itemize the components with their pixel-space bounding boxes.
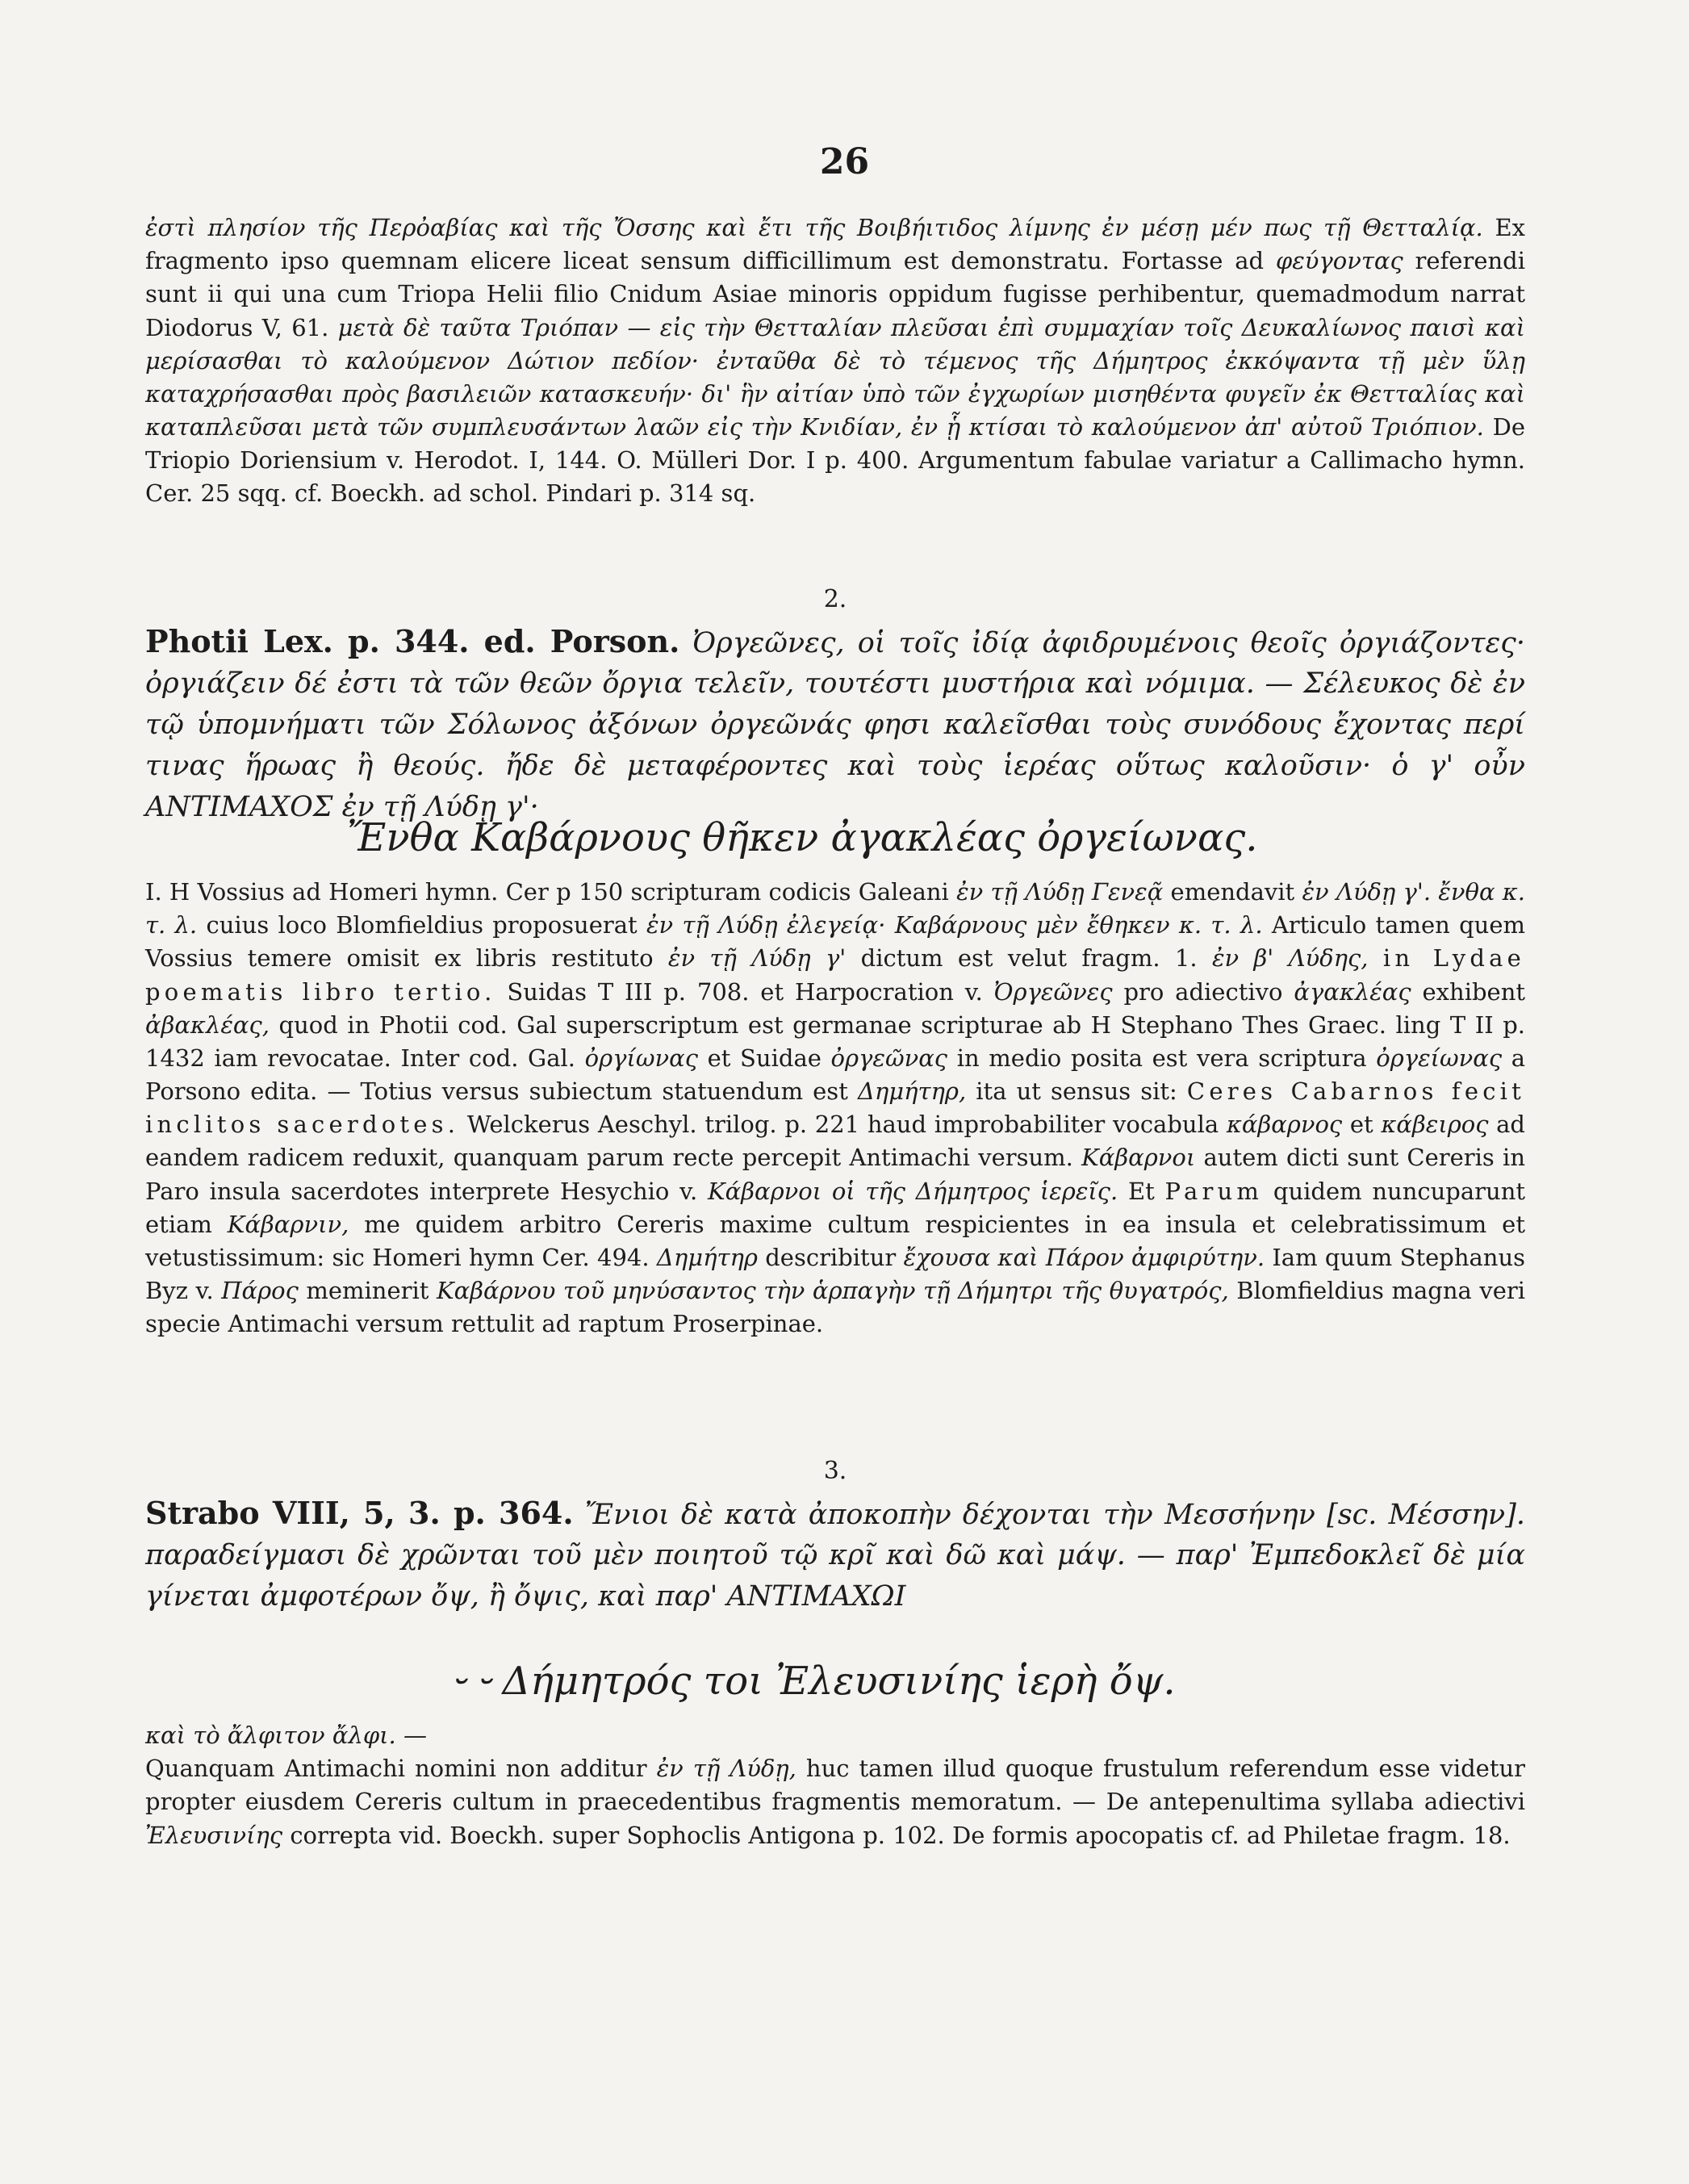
latin-text: exhibent xyxy=(1422,977,1526,1006)
greek-word: ἐν τῇ Λύδῃ, xyxy=(656,1755,796,1783)
greek-word: Δημήτηρ, xyxy=(857,1077,967,1106)
latin-text: meminerit xyxy=(306,1277,429,1305)
latin-text: autem dicti sunt Cereris in Paro insula sacerdotes interprete Hesychio v. xyxy=(145,1144,1526,1205)
latin-text: describitur xyxy=(765,1243,897,1271)
greek-word: ἐν Λύδῃ γ'. ἔνθα κ. τ. λ. xyxy=(145,878,1526,939)
greek-word: κάβαρνος xyxy=(1226,1111,1343,1139)
latin-text: ita ut sensus sit: xyxy=(976,1077,1177,1106)
greek-lemma: Ἔνιοι δὲ κατὰ ἀποκοπὴν δέχονται τὴν Μεσσήνην xyxy=(584,1498,1315,1531)
latin-text: Blomfieldius magna veri specie Antimachi versum rettulit ad raptum Proserpinae. xyxy=(145,1277,1526,1338)
latin-text: Suidas T III p. 708. et Harpocration v. xyxy=(507,977,983,1006)
latin-text: dictum est velut fragm. 1. xyxy=(860,944,1198,973)
latin-text: et xyxy=(1349,1111,1373,1139)
greek-word: Ἐλευσινίης xyxy=(145,1821,283,1849)
latin-text: emendavit xyxy=(1170,878,1295,906)
section-heading: Photii Lex. p. 344. ed. Porson. xyxy=(145,622,680,659)
section-heading: Strabo VIII, 5, 3. p. 364. xyxy=(145,1494,574,1531)
latin-text: pro adiectivo xyxy=(1123,977,1283,1006)
latin-text: quod in Photii cod. Gal superscriptum est germanae scripturae ab H Stephano Thes Graec. ling T II p. 1432 iam revocatae. Inter cod. Gal. xyxy=(145,1010,1525,1072)
greek-lemma: παραδείγμασι δὲ χρῶνται τοῦ μὲν ποιητοῦ τῷ κρῖ καὶ δῶ καὶ μάψ. — παρ' Ἐμπεδοκλεῖ δὲ μία γίνεται ἀμφοτέρων ὄψ, ἢ ὄψις, καὶ παρ' ΑΝΤΙΜΑΧΩΙ xyxy=(145,1539,1525,1613)
section-number: 2. xyxy=(823,585,847,613)
section-3 xyxy=(145,1453,1525,1617)
greek-word: Δημήτηρ xyxy=(656,1243,758,1271)
latin-text: Quanquam Antimachi nomini non additur xyxy=(145,1755,647,1783)
greek-word: φεύγοντας xyxy=(1275,247,1403,275)
greek-word: Ὀργεῶνες xyxy=(993,977,1113,1006)
latin-text: Welckerus Aeschyl. trilog. p. 221 haud improbabiliter vocabula xyxy=(466,1111,1219,1139)
latin-text: quidem nuncuparunt etiam xyxy=(145,1177,1526,1238)
greek-quote: ἐστὶ πλησίον τῆς Περὀαβίας καὶ τῆς Ὄσσης καὶ ἔτι τῆς Βοιβήιτιδος λίμνης ἐν μέσῃ μέν πως τῇ Θετταλίᾳ. xyxy=(145,214,1483,241)
page-number: 26 xyxy=(819,141,870,182)
fragment-verse: ⏑ ⏑ Δήμητρός τοι Ἐλευσινίης ἱερὴ ὄψ. xyxy=(452,1659,1176,1704)
spaced-text: in Lydae poematis libro tertio. xyxy=(145,944,1526,1006)
section-2 xyxy=(145,581,1525,827)
section-3-commentary xyxy=(145,1719,1525,1852)
greek-word: ἐν τῇ Λύδῃ Γενεᾷ xyxy=(956,878,1164,906)
latin-text: cuius loco Blomfieldius proposuerat xyxy=(206,911,638,939)
section-lead xyxy=(145,1491,1525,1617)
greek-quote: μετὰ δὲ ταῦτα Τριόπαν — εἰς τὴν Θετταλίαν πλεῦσαι ἐπὶ συμμαχίαν τοῖς Δευκαλίωνος παισὶ καὶ μερίσασθαι τὸ καλούμενον Δώτιον πεδίον· ἐνταῦθα δὲ τὸ τέμενος τῆς Δήμητρος ἐκκόψαντα τῇ μὲν ὕλῃ καταχρήσασθαι πρὸς βασιλειῶν κατασκευήν· δι' ἣν αἰτίαν ὑπὸ τῶν ἐγχωρίων μισηθέντα φυγεῖν ἐκ Θετταλίας καὶ καταπλεῦσαι μετὰ τῶν συμπλευσάντων λαῶν εἰς τὴν Κνιδίαν, ἐν ᾗ κτίσαι τὸ καλούμενον ἀπ' αὐτοῦ Τριόπιον. xyxy=(145,313,1525,441)
latin-text: Articulo tamen quem Vossius temere omisit ex libris restituto xyxy=(145,911,1525,973)
greek-word: ἐν τῇ Λύδῃ γ' xyxy=(667,944,847,973)
latin-text: correpta vid. Boeckh. super Sophoclis Antigona p. 102. De formis apocopatis cf. ad Philetae fragm. 18. xyxy=(290,1821,1511,1849)
latin-text: ad eandem radicem reduxit, quanquam parum recte percepit Antimachi versum. xyxy=(145,1111,1525,1172)
greek-word: ἐν β' Λύδης, xyxy=(1211,944,1369,973)
section-number: 3. xyxy=(823,1457,847,1485)
bracket-note: [sc. Μέσσην]. xyxy=(1327,1498,1525,1531)
greek-word: ὀργίωνας xyxy=(584,1044,698,1072)
latin-text: me quidem arbitro Cereris maxime cultum respicientes in ea insula et celebratissimum et vetustissimum: sic Homeri hymn Cer. 494. xyxy=(145,1210,1526,1271)
greek-word: Κάβαρνοι xyxy=(1081,1144,1196,1172)
spaced-text: Ceres Cabarnos fecit inclitos sacerdotes. xyxy=(145,1077,1526,1139)
section-2-commentary xyxy=(145,876,1525,1341)
latin-text: referendi sunt ii qui una cum Triopa Helii filio Cnidum Asiae minoris oppidum fugisse perhibentur, quemadmodum narrat Diodorus V, 61. xyxy=(145,247,1526,341)
latin-text: in medio posita est vera scriptura xyxy=(956,1044,1367,1072)
fragment-1-commentary xyxy=(145,211,1525,511)
latin-text: a Porsono edita. — Totius versus subiectum statuendum est xyxy=(145,1044,1526,1106)
spaced-text: Parum xyxy=(1164,1177,1264,1205)
latin-text: Iam quum Stephanus Byz v. xyxy=(145,1243,1526,1305)
greek-word: Καβάρνου τοῦ μηνύσαντος τὴν ἁρπαγὴν τῇ Δήμητρι τῆς θυγατρός, xyxy=(436,1277,1229,1305)
fragment-verse: Ἔνθα Καβάρνους θῆκεν ἀγακλέας ὀργείωνας. xyxy=(347,815,1258,860)
latin-text: De Triopio Doriensium v. Herodot. I, 144. O. Mülleri Dor. I p. 400. Argumentum fabulae variatur a Callimacho hymn. Cer. 25 sqq. cf. Boeckh. ad schol. Pindari p. 314 sq. xyxy=(145,413,1525,508)
latin-text: et Suidae xyxy=(707,1044,822,1072)
greek-word: Πάρος xyxy=(221,1277,299,1305)
greek-word: κάβειρος xyxy=(1381,1111,1489,1139)
latin-text: huc tamen illud quoque frustulum referendum esse videtur propter eiusdem Cereris cultum in praecedentibus fragmentis memoratum. — De antepenultima syllaba adiectivi xyxy=(145,1755,1526,1816)
latin-text: I. H Vossius ad Homeri hymn. Cer p 150 scripturam codicis Galeani xyxy=(145,878,949,906)
greek-word: ἀβακλέας, xyxy=(145,1010,270,1039)
greek-quote: καὶ τὸ ἄλφιτον ἄλφι. — xyxy=(145,1722,427,1749)
greek-word: ἔχουσα καὶ Πάρον ἀμφιρύτην. xyxy=(903,1243,1265,1271)
greek-word: ὀργείωνας xyxy=(1376,1044,1503,1072)
greek-lemma: Ὀργεῶνες, οἱ τοῖς ἰδίᾳ ἀφιδρυμένοις θεοῖς ὀργιάζοντες· ὀργιάζειν δέ ἐστι τὰ τῶν θεῶν ὄργια τελεῖν, τουτέστι μυστήρια καὶ νόμιμα. — Σέλευκος δὲ ἐν τῷ ὑπομνήματι τῶν Σόλωνος ἀξόνων ὀργεῶνάς φησι καλεῖσθαι τοὺς συνόδους ἔχοντας περί τινας ἥρωας ἢ θεούς. ἤδε δὲ μεταφέροντες καὶ τοὺς ἱερέας οὕτως καλοῦσιν· ὁ γ' οὖν ΑΝΤΙΜΑΧΟΣ ἐν τῇ Λύδῃ γ'· xyxy=(145,626,1525,823)
latin-text: Ex fragmento ipso quemnam elicere liceat sensum difficillimum est demonstratu. Fortasse ad xyxy=(145,214,1525,275)
latin-text: Et xyxy=(1127,1177,1155,1205)
greek-word: Κάβαρνιν, xyxy=(227,1210,349,1238)
greek-word: ἐν τῇ Λύδῃ ἐλεγείᾳ· Καβάρνους μὲν ἔθηκεν κ. τ. λ. xyxy=(646,911,1263,939)
greek-word: Κάβαρνοι οἱ τῆς Δήμητρος ἱερεῖς. xyxy=(708,1177,1118,1205)
section-lead xyxy=(145,619,1525,828)
greek-word: ὀργεῶνας xyxy=(830,1044,948,1072)
greek-word: ἀγακλέας xyxy=(1294,977,1411,1006)
